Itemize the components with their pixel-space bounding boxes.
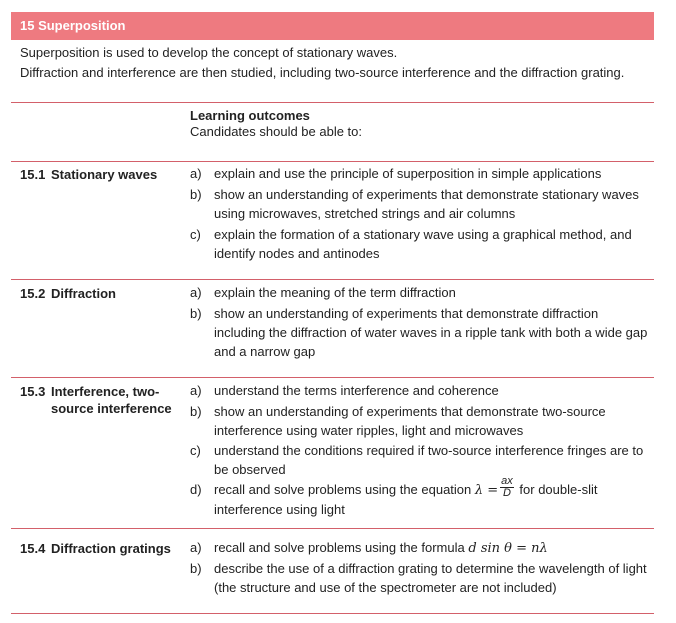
outcome-text: explain the meaning of the term diffraction bbox=[214, 285, 456, 300]
outcome-letter: c) bbox=[190, 443, 201, 458]
section-15-2-title bbox=[20, 285, 116, 302]
outcome-text: show an understanding of experiments that demonstrate diffraction including the diffraction of water waves in a ripple tank with both a wide gap and a narrow gap bbox=[214, 306, 648, 359]
fraction-denominator: D bbox=[503, 487, 511, 500]
outcome-letter: b) bbox=[190, 187, 202, 202]
section-number: 15.2 bbox=[20, 286, 46, 301]
section-15-4-title bbox=[20, 540, 171, 557]
outcome-letter: b) bbox=[190, 404, 202, 419]
section-name-continued: source interference bbox=[51, 401, 172, 416]
outcome-text bbox=[214, 538, 650, 558]
section-name: Diffraction bbox=[51, 286, 116, 301]
outcome-letter: d) bbox=[190, 482, 202, 497]
outcome-letter: b) bbox=[190, 306, 202, 321]
section-number: 15.4 bbox=[20, 541, 46, 556]
divider bbox=[11, 161, 654, 162]
outcome-text-line2: interference using light bbox=[214, 502, 345, 517]
section-number: 15.3 bbox=[20, 384, 46, 399]
divider bbox=[11, 613, 654, 614]
outcome-letter: a) bbox=[190, 166, 202, 181]
intro-line-1: Superposition is used to develop the concept of stationary waves. bbox=[20, 45, 398, 60]
intro-line-2: Diffraction and interference are then studied, including two-source interference and the diffraction grating. bbox=[20, 65, 625, 80]
section-15-3-title bbox=[20, 383, 172, 417]
section-15-1-title bbox=[20, 166, 157, 183]
equation-fraction bbox=[500, 476, 514, 499]
section-name: Diffraction gratings bbox=[51, 541, 171, 556]
outcome-text: explain the formation of a stationary wave using a graphical method, and identify nodes and antinodes bbox=[214, 227, 632, 261]
outcome-text bbox=[214, 475, 650, 519]
divider bbox=[11, 279, 654, 280]
fraction-numerator: ax bbox=[501, 475, 513, 488]
outcome-text-end: for double-slit bbox=[519, 482, 598, 497]
formula: d sin θ = nλ bbox=[468, 541, 548, 556]
equation-lhs: λ = bbox=[474, 483, 499, 498]
section-number: 15.1 bbox=[20, 167, 46, 182]
outcome-letter: b) bbox=[190, 561, 202, 576]
section-name: Interference, two- bbox=[51, 384, 160, 399]
outcome-letter: c) bbox=[190, 227, 201, 242]
outcome-text: understand the terms interference and coherence bbox=[214, 383, 499, 398]
outcome-letter: a) bbox=[190, 383, 202, 398]
section-header: 15 Superposition bbox=[11, 12, 654, 40]
divider bbox=[11, 102, 654, 103]
divider bbox=[11, 528, 654, 529]
outcome-text-start: recall and solve problems using the equation bbox=[214, 482, 472, 497]
outcome-text-start: recall and solve problems using the formula bbox=[214, 540, 465, 555]
divider bbox=[11, 377, 654, 378]
outcome-text: show an understanding of experiments that demonstrate stationary waves using microwaves, stretched strings and air columns bbox=[214, 187, 639, 221]
outcome-text: understand the conditions required if two-source interference fringes are to be observed bbox=[214, 443, 644, 477]
outcome-text: explain and use the principle of superposition in simple applications bbox=[214, 166, 602, 181]
learning-outcomes-subtitle: Candidates should be able to: bbox=[190, 124, 363, 139]
outcome-letter: a) bbox=[190, 285, 202, 300]
outcome-text: describe the use of a diffraction grating to determine the wavelength of light (the structure and use of the spectrometer are not included) bbox=[214, 561, 647, 595]
section-name: Stationary waves bbox=[51, 167, 158, 182]
outcome-letter: a) bbox=[190, 540, 202, 555]
outcome-text: show an understanding of experiments that demonstrate two-source interference using water ripples, light and microwaves bbox=[214, 404, 606, 438]
learning-outcomes-title: Learning outcomes bbox=[190, 108, 310, 123]
